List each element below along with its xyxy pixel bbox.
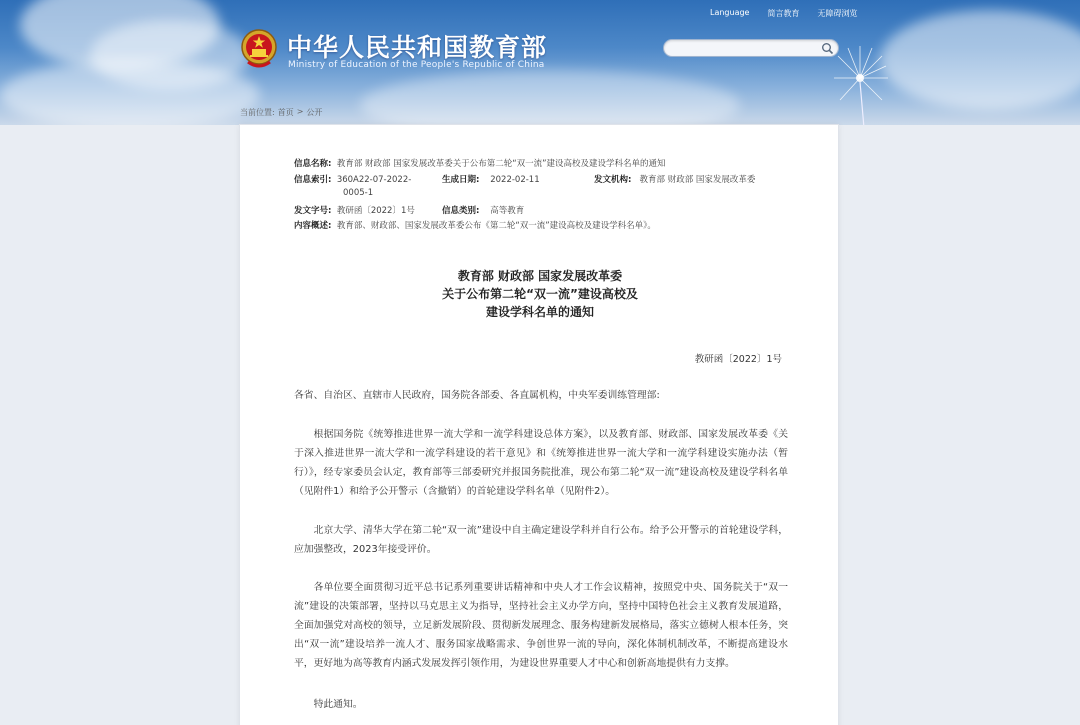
body-paragraph-3: 各单位要全面贯彻习近平总书记系列重要讲话精神和中央人才工作会议精神，按照党中央、国务院关于“双一流”建设的决策部署，坚持以马克思主义为指导，坚持社会主义办学方向，坚持中国特色社会主义教育发展道路，全面加强党对高校的领导，立足新发展阶段、贯彻新发展理念、服务构建新发展格局，落实立德树人根本任务，突出“双一流”建设培养一流人才、服务国家战略需求、争创世界一流的导向，深化体制机制改革，不断提高建设水平，更好地为高等教育内涵式发展发挥引领作用，为建设世界重要人才中心和创新高地提供有力支撑。 — [294, 582, 788, 669]
site-title: 中华人民共和国教育部 — [287, 33, 548, 62]
meta-docno-value: 教研函〔2022〕1号 — [336, 206, 415, 216]
document-number: 教研函〔2022〕1号 — [694, 354, 782, 365]
site-subtitle: Ministry of Education of the People's Republic of China — [288, 60, 545, 70]
meta-row-index-cont — [343, 188, 373, 198]
meta-row-org — [594, 173, 755, 185]
meta-org-value: 教育部 财政部 国家发展改革委 — [639, 175, 756, 185]
meta-summary-label: 内容概述: — [294, 221, 332, 231]
body-paragraph-2: 北京大学、清华大学在第二轮“双一流”建设中自主确定建设学科并自行公布。给予公开警示的首轮建设学科，应加强整改，2023年接受评价。 — [294, 525, 788, 555]
meta-summary-value: 教育部、财政部、国家发展改革委公布《第二轮“双一流”建设高校及建设学科名单》。 — [336, 221, 656, 231]
salutation: 各省、自治区、直辖市人民政府，国务院各部委、各直属机构，中央军委训练管理部: — [294, 390, 660, 401]
meta-docno-label: 发文字号: — [294, 206, 332, 216]
breadcrumb — [240, 107, 322, 118]
meta-org-label: 发文机构: — [594, 175, 632, 185]
search-box — [663, 39, 839, 57]
breadcrumb-label: 当前位置: — [240, 108, 275, 117]
meta-date-label: 生成日期: — [442, 175, 480, 185]
closing-line: 特此通知。 — [313, 699, 363, 710]
document-title-line-2: 关于公布第二轮“双一流”建设高校及 — [442, 287, 638, 301]
meta-name-value: 教育部 财政部 国家发展改革委关于公布第二轮“双一流”建设高校及建设学科名单的通知 — [336, 159, 666, 169]
meta-date-value: 2022-02-11 — [490, 175, 540, 185]
meta-row-date — [442, 173, 540, 185]
meta-index-label: 信息索引: — [294, 175, 332, 185]
document-title-line-3: 建设学科名单的通知 — [485, 305, 594, 319]
dandelion-decoration — [830, 38, 920, 125]
simplified-link[interactable]: 简言教育 — [767, 9, 800, 18]
language-link[interactable]: Language — [710, 8, 750, 17]
cloud-decoration — [360, 70, 740, 125]
meta-row-category — [442, 204, 524, 216]
meta-row-index — [294, 173, 411, 185]
meta-index-value: 360A22-07-2022- — [336, 175, 412, 185]
meta-row-summary — [294, 219, 656, 231]
breadcrumb-separator: > — [296, 107, 304, 116]
header-banner — [0, 0, 1080, 125]
meta-row-name — [294, 157, 666, 169]
meta-index-value-cont: 0005-1 — [343, 188, 374, 198]
meta-row-docno — [294, 204, 415, 216]
meta-name-label: 信息名称: — [294, 159, 332, 169]
top-links — [710, 8, 857, 19]
body-paragraph-1: 根据国务院《统筹推进世界一流大学和一流学科建设总体方案》，以及教育部、财政部、国家发展改革委《关于深入推进世界一流大学和一流学科建设的若干意见》和《统筹推进世界一流大学和一流学科建设实施办法（暂行）》，经专家委员会认定，教育部等三部委研究并报国务院批准，现公布第二轮“双一流”建设高校及建设学科名单（见附件1）和给予公开警示（含撤销）的首轮建设学科名单（见附件2）。 — [294, 429, 788, 497]
meta-category-label: 信息类别: — [442, 206, 480, 216]
content-card — [239, 124, 839, 725]
document-title-line-1: 教育部 财政部 国家发展改革委 — [457, 269, 623, 283]
national-emblem-icon — [240, 28, 278, 70]
meta-category-value: 高等教育 — [490, 206, 525, 216]
search-input[interactable] — [672, 42, 822, 54]
breadcrumb-home-link[interactable]: 首页 — [277, 108, 294, 117]
accessibility-link[interactable]: 无障碍浏览 — [817, 9, 858, 18]
cloud-decoration — [0, 60, 260, 125]
breadcrumb-current-link[interactable]: 公开 — [306, 108, 323, 117]
